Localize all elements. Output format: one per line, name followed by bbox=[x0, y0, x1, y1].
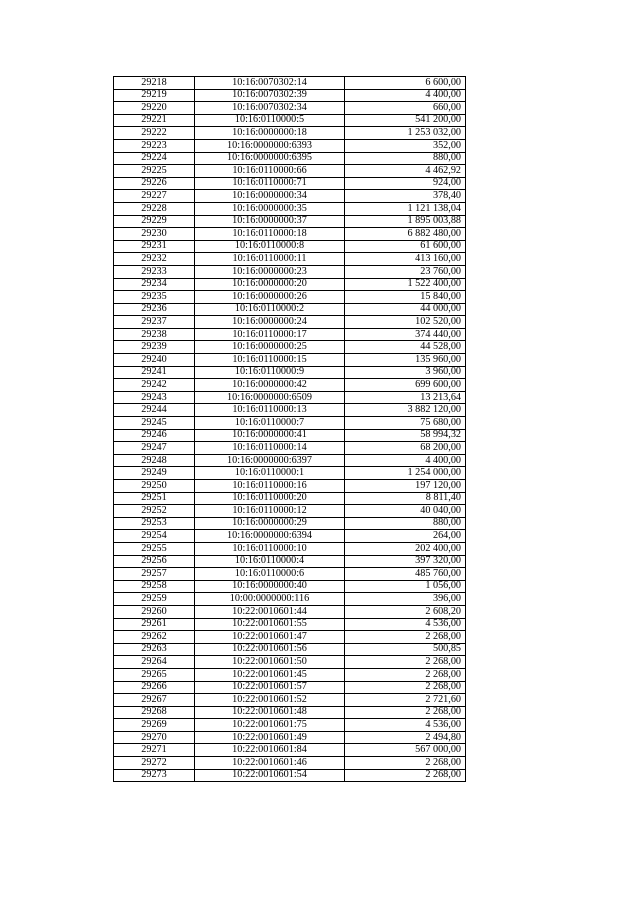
amount-cell: 500,85 bbox=[345, 643, 466, 656]
amount-cell: 6 600,00 bbox=[345, 77, 466, 90]
row-number-cell: 29272 bbox=[114, 757, 195, 770]
amount-cell: 567 000,00 bbox=[345, 744, 466, 757]
amount-cell: 68 200,00 bbox=[345, 442, 466, 455]
amount-cell: 1 522 400,00 bbox=[345, 278, 466, 291]
table-row bbox=[114, 668, 466, 681]
amount-cell: 75 680,00 bbox=[345, 417, 466, 430]
cadastral-number-cell: 10:22:0010601:50 bbox=[195, 656, 345, 669]
table-row bbox=[114, 127, 466, 140]
row-number-cell: 29267 bbox=[114, 694, 195, 707]
cadastral-number-cell: 10:22:0010601:46 bbox=[195, 757, 345, 770]
row-number-cell: 29239 bbox=[114, 341, 195, 354]
table-row bbox=[114, 316, 466, 329]
amount-cell: 197 120,00 bbox=[345, 480, 466, 493]
table-row bbox=[114, 719, 466, 732]
table-row bbox=[114, 605, 466, 618]
amount-cell: 1 895 003,88 bbox=[345, 215, 466, 228]
cadastral-number-cell: 10:16:0110000:18 bbox=[195, 228, 345, 241]
table-row bbox=[114, 278, 466, 291]
cadastral-number-cell: 10:16:0110000:20 bbox=[195, 492, 345, 505]
cadastral-number-cell: 10:16:0000000:34 bbox=[195, 190, 345, 203]
row-number-cell: 29219 bbox=[114, 89, 195, 102]
amount-cell: 413 160,00 bbox=[345, 253, 466, 266]
table-row bbox=[114, 631, 466, 644]
table-row bbox=[114, 656, 466, 669]
row-number-cell: 29264 bbox=[114, 656, 195, 669]
cadastral-number-cell: 10:16:0000000:23 bbox=[195, 265, 345, 278]
table-row bbox=[114, 328, 466, 341]
amount-cell: 541 200,00 bbox=[345, 114, 466, 127]
amount-cell: 3 960,00 bbox=[345, 366, 466, 379]
row-number-cell: 29265 bbox=[114, 668, 195, 681]
table-row bbox=[114, 643, 466, 656]
amount-cell: 264,00 bbox=[345, 530, 466, 543]
table-row bbox=[114, 391, 466, 404]
table-row bbox=[114, 77, 466, 90]
row-number-cell: 29238 bbox=[114, 328, 195, 341]
amount-cell: 3 882 120,00 bbox=[345, 404, 466, 417]
cadastral-number-cell: 10:16:0070302:34 bbox=[195, 102, 345, 115]
table-row bbox=[114, 706, 466, 719]
cadastral-number-cell: 10:16:0000000:26 bbox=[195, 291, 345, 304]
row-number-cell: 29224 bbox=[114, 152, 195, 165]
table-row bbox=[114, 190, 466, 203]
row-number-cell: 29237 bbox=[114, 316, 195, 329]
table-row bbox=[114, 240, 466, 253]
amount-cell: 2 268,00 bbox=[345, 631, 466, 644]
row-number-cell: 29220 bbox=[114, 102, 195, 115]
cadastral-number-cell: 10:22:0010601:57 bbox=[195, 681, 345, 694]
table-row bbox=[114, 228, 466, 241]
row-number-cell: 29243 bbox=[114, 391, 195, 404]
cadastral-number-cell: 10:22:0010601:52 bbox=[195, 694, 345, 707]
row-number-cell: 29251 bbox=[114, 492, 195, 505]
amount-cell: 1 121 138,04 bbox=[345, 202, 466, 215]
cadastral-number-cell: 10:22:0010601:48 bbox=[195, 706, 345, 719]
amount-cell: 13 213,64 bbox=[345, 391, 466, 404]
amount-cell: 352,00 bbox=[345, 139, 466, 152]
amount-cell: 2 608,20 bbox=[345, 605, 466, 618]
row-number-cell: 29244 bbox=[114, 404, 195, 417]
amount-cell: 102 520,00 bbox=[345, 316, 466, 329]
cadastral-number-cell: 10:16:0110000:13 bbox=[195, 404, 345, 417]
row-number-cell: 29225 bbox=[114, 165, 195, 178]
cadastral-number-cell: 10:16:0070302:14 bbox=[195, 77, 345, 90]
cadastral-number-cell: 10:22:0010601:84 bbox=[195, 744, 345, 757]
table-row bbox=[114, 291, 466, 304]
cadastral-number-cell: 10:16:0000000:18 bbox=[195, 127, 345, 140]
row-number-cell: 29235 bbox=[114, 291, 195, 304]
row-number-cell: 29240 bbox=[114, 354, 195, 367]
row-number-cell: 29234 bbox=[114, 278, 195, 291]
row-number-cell: 29246 bbox=[114, 429, 195, 442]
row-number-cell: 29260 bbox=[114, 605, 195, 618]
row-number-cell: 29257 bbox=[114, 568, 195, 581]
cadastral-number-cell: 10:16:0110000:12 bbox=[195, 505, 345, 518]
row-number-cell: 29255 bbox=[114, 542, 195, 555]
row-number-cell: 29253 bbox=[114, 517, 195, 530]
table-row bbox=[114, 480, 466, 493]
amount-cell: 135 960,00 bbox=[345, 354, 466, 367]
table-row bbox=[114, 618, 466, 631]
table-row bbox=[114, 177, 466, 190]
table-row bbox=[114, 505, 466, 518]
table-row bbox=[114, 429, 466, 442]
cadastral-number-cell: 10:16:0110000:2 bbox=[195, 303, 345, 316]
registry-table-container bbox=[113, 76, 466, 782]
amount-cell: 2 268,00 bbox=[345, 757, 466, 770]
amount-cell: 396,00 bbox=[345, 593, 466, 606]
amount-cell: 2 268,00 bbox=[345, 769, 466, 782]
cadastral-number-cell: 10:16:0110000:7 bbox=[195, 417, 345, 430]
amount-cell: 6 882 480,00 bbox=[345, 228, 466, 241]
row-number-cell: 29223 bbox=[114, 139, 195, 152]
cadastral-number-cell: 10:16:0110000:8 bbox=[195, 240, 345, 253]
row-number-cell: 29231 bbox=[114, 240, 195, 253]
table-row bbox=[114, 379, 466, 392]
cadastral-number-cell: 10:16:0000000:29 bbox=[195, 517, 345, 530]
table-row bbox=[114, 253, 466, 266]
cadastral-number-cell: 10:16:0000000:6395 bbox=[195, 152, 345, 165]
table-row bbox=[114, 555, 466, 568]
cadastral-number-cell: 10:16:0000000:24 bbox=[195, 316, 345, 329]
row-number-cell: 29218 bbox=[114, 77, 195, 90]
cadastral-number-cell: 10:16:0110000:9 bbox=[195, 366, 345, 379]
table-row bbox=[114, 202, 466, 215]
amount-cell: 44 528,00 bbox=[345, 341, 466, 354]
row-number-cell: 29241 bbox=[114, 366, 195, 379]
row-number-cell: 29230 bbox=[114, 228, 195, 241]
row-number-cell: 29232 bbox=[114, 253, 195, 266]
cadastral-number-cell: 10:16:0110000:11 bbox=[195, 253, 345, 266]
table-row bbox=[114, 89, 466, 102]
row-number-cell: 29266 bbox=[114, 681, 195, 694]
row-number-cell: 29222 bbox=[114, 127, 195, 140]
table-row bbox=[114, 215, 466, 228]
cadastral-number-cell: 10:16:0000000:6393 bbox=[195, 139, 345, 152]
amount-cell: 4 536,00 bbox=[345, 719, 466, 732]
table-row bbox=[114, 114, 466, 127]
cadastral-number-cell: 10:16:0110000:16 bbox=[195, 480, 345, 493]
cadastral-number-cell: 10:16:0000000:41 bbox=[195, 429, 345, 442]
row-number-cell: 29254 bbox=[114, 530, 195, 543]
row-number-cell: 29256 bbox=[114, 555, 195, 568]
amount-cell: 2 268,00 bbox=[345, 706, 466, 719]
table-row bbox=[114, 366, 466, 379]
amount-cell: 2 268,00 bbox=[345, 656, 466, 669]
table-row bbox=[114, 568, 466, 581]
row-number-cell: 29250 bbox=[114, 480, 195, 493]
amount-cell: 699 600,00 bbox=[345, 379, 466, 392]
cadastral-number-cell: 10:16:0110000:14 bbox=[195, 442, 345, 455]
table-row bbox=[114, 580, 466, 593]
cadastral-number-cell: 10:16:0110000:10 bbox=[195, 542, 345, 555]
amount-cell: 1 254 000,00 bbox=[345, 467, 466, 480]
cadastral-number-cell: 10:22:0010601:45 bbox=[195, 668, 345, 681]
amount-cell: 2 494,80 bbox=[345, 731, 466, 744]
row-number-cell: 29247 bbox=[114, 442, 195, 455]
cadastral-number-cell: 10:16:0000000:6509 bbox=[195, 391, 345, 404]
table-row bbox=[114, 731, 466, 744]
table-row bbox=[114, 442, 466, 455]
cadastral-number-cell: 10:16:0000000:37 bbox=[195, 215, 345, 228]
row-number-cell: 29261 bbox=[114, 618, 195, 631]
table-row bbox=[114, 152, 466, 165]
table-row bbox=[114, 341, 466, 354]
table-row bbox=[114, 139, 466, 152]
row-number-cell: 29229 bbox=[114, 215, 195, 228]
row-number-cell: 29252 bbox=[114, 505, 195, 518]
row-number-cell: 29263 bbox=[114, 643, 195, 656]
row-number-cell: 29273 bbox=[114, 769, 195, 782]
amount-cell: 374 440,00 bbox=[345, 328, 466, 341]
table-row bbox=[114, 542, 466, 555]
table-row bbox=[114, 467, 466, 480]
amount-cell: 1 056,00 bbox=[345, 580, 466, 593]
table-row bbox=[114, 265, 466, 278]
cadastral-number-cell: 10:16:0110000:4 bbox=[195, 555, 345, 568]
amount-cell: 880,00 bbox=[345, 152, 466, 165]
cadastral-number-cell: 10:16:0110000:71 bbox=[195, 177, 345, 190]
table-row bbox=[114, 769, 466, 782]
cadastral-number-cell: 10:22:0010601:47 bbox=[195, 631, 345, 644]
table-row bbox=[114, 744, 466, 757]
amount-cell: 397 320,00 bbox=[345, 555, 466, 568]
amount-cell: 4 536,00 bbox=[345, 618, 466, 631]
cadastral-number-cell: 10:16:0110000:15 bbox=[195, 354, 345, 367]
row-number-cell: 29233 bbox=[114, 265, 195, 278]
table-row bbox=[114, 417, 466, 430]
amount-cell: 924,00 bbox=[345, 177, 466, 190]
table-row bbox=[114, 303, 466, 316]
cadastral-number-cell: 10:16:0110000:6 bbox=[195, 568, 345, 581]
cadastral-number-cell: 10:16:0000000:42 bbox=[195, 379, 345, 392]
amount-cell: 44 000,00 bbox=[345, 303, 466, 316]
cadastral-number-cell: 10:16:0000000:40 bbox=[195, 580, 345, 593]
table-row bbox=[114, 593, 466, 606]
cadastral-number-cell: 10:16:0000000:25 bbox=[195, 341, 345, 354]
cadastral-number-cell: 10:22:0010601:49 bbox=[195, 731, 345, 744]
row-number-cell: 29271 bbox=[114, 744, 195, 757]
table-row bbox=[114, 492, 466, 505]
table-row bbox=[114, 530, 466, 543]
amount-cell: 880,00 bbox=[345, 517, 466, 530]
table-row bbox=[114, 102, 466, 115]
cadastral-number-cell: 10:16:0000000:6394 bbox=[195, 530, 345, 543]
row-number-cell: 29259 bbox=[114, 593, 195, 606]
registry-table bbox=[113, 76, 466, 782]
amount-cell: 2 268,00 bbox=[345, 668, 466, 681]
row-number-cell: 29270 bbox=[114, 731, 195, 744]
amount-cell: 58 994,32 bbox=[345, 429, 466, 442]
amount-cell: 485 760,00 bbox=[345, 568, 466, 581]
row-number-cell: 29248 bbox=[114, 454, 195, 467]
table-row bbox=[114, 694, 466, 707]
table-row bbox=[114, 757, 466, 770]
cadastral-number-cell: 10:16:0110000:17 bbox=[195, 328, 345, 341]
cadastral-number-cell: 10:16:0110000:66 bbox=[195, 165, 345, 178]
cadastral-number-cell: 10:16:0070302:39 bbox=[195, 89, 345, 102]
cadastral-number-cell: 10:22:0010601:55 bbox=[195, 618, 345, 631]
row-number-cell: 29227 bbox=[114, 190, 195, 203]
row-number-cell: 29245 bbox=[114, 417, 195, 430]
amount-cell: 1 253 032,00 bbox=[345, 127, 466, 140]
row-number-cell: 29262 bbox=[114, 631, 195, 644]
amount-cell: 40 040,00 bbox=[345, 505, 466, 518]
row-number-cell: 29269 bbox=[114, 719, 195, 732]
cadastral-number-cell: 10:00:0000000:116 bbox=[195, 593, 345, 606]
table-row bbox=[114, 354, 466, 367]
row-number-cell: 29226 bbox=[114, 177, 195, 190]
cadastral-number-cell: 10:16:0000000:35 bbox=[195, 202, 345, 215]
amount-cell: 4 462,92 bbox=[345, 165, 466, 178]
cadastral-number-cell: 10:16:0000000:20 bbox=[195, 278, 345, 291]
cadastral-number-cell: 10:16:0110000:1 bbox=[195, 467, 345, 480]
cadastral-number-cell: 10:22:0010601:44 bbox=[195, 605, 345, 618]
amount-cell: 202 400,00 bbox=[345, 542, 466, 555]
row-number-cell: 29268 bbox=[114, 706, 195, 719]
amount-cell: 4 400,00 bbox=[345, 89, 466, 102]
table-row bbox=[114, 404, 466, 417]
amount-cell: 378,40 bbox=[345, 190, 466, 203]
cadastral-number-cell: 10:16:0110000:5 bbox=[195, 114, 345, 127]
amount-cell: 660,00 bbox=[345, 102, 466, 115]
row-number-cell: 29221 bbox=[114, 114, 195, 127]
row-number-cell: 29258 bbox=[114, 580, 195, 593]
row-number-cell: 29242 bbox=[114, 379, 195, 392]
amount-cell: 61 600,00 bbox=[345, 240, 466, 253]
amount-cell: 2 721,60 bbox=[345, 694, 466, 707]
amount-cell: 4 400,00 bbox=[345, 454, 466, 467]
registry-table-body bbox=[114, 77, 466, 782]
amount-cell: 2 268,00 bbox=[345, 681, 466, 694]
amount-cell: 15 840,00 bbox=[345, 291, 466, 304]
cadastral-number-cell: 10:22:0010601:75 bbox=[195, 719, 345, 732]
row-number-cell: 29228 bbox=[114, 202, 195, 215]
amount-cell: 8 811,40 bbox=[345, 492, 466, 505]
table-row bbox=[114, 165, 466, 178]
cadastral-number-cell: 10:16:0000000:6397 bbox=[195, 454, 345, 467]
amount-cell: 23 760,00 bbox=[345, 265, 466, 278]
table-row bbox=[114, 681, 466, 694]
table-row bbox=[114, 517, 466, 530]
row-number-cell: 29236 bbox=[114, 303, 195, 316]
row-number-cell: 29249 bbox=[114, 467, 195, 480]
cadastral-number-cell: 10:22:0010601:54 bbox=[195, 769, 345, 782]
table-row bbox=[114, 454, 466, 467]
cadastral-number-cell: 10:22:0010601:56 bbox=[195, 643, 345, 656]
